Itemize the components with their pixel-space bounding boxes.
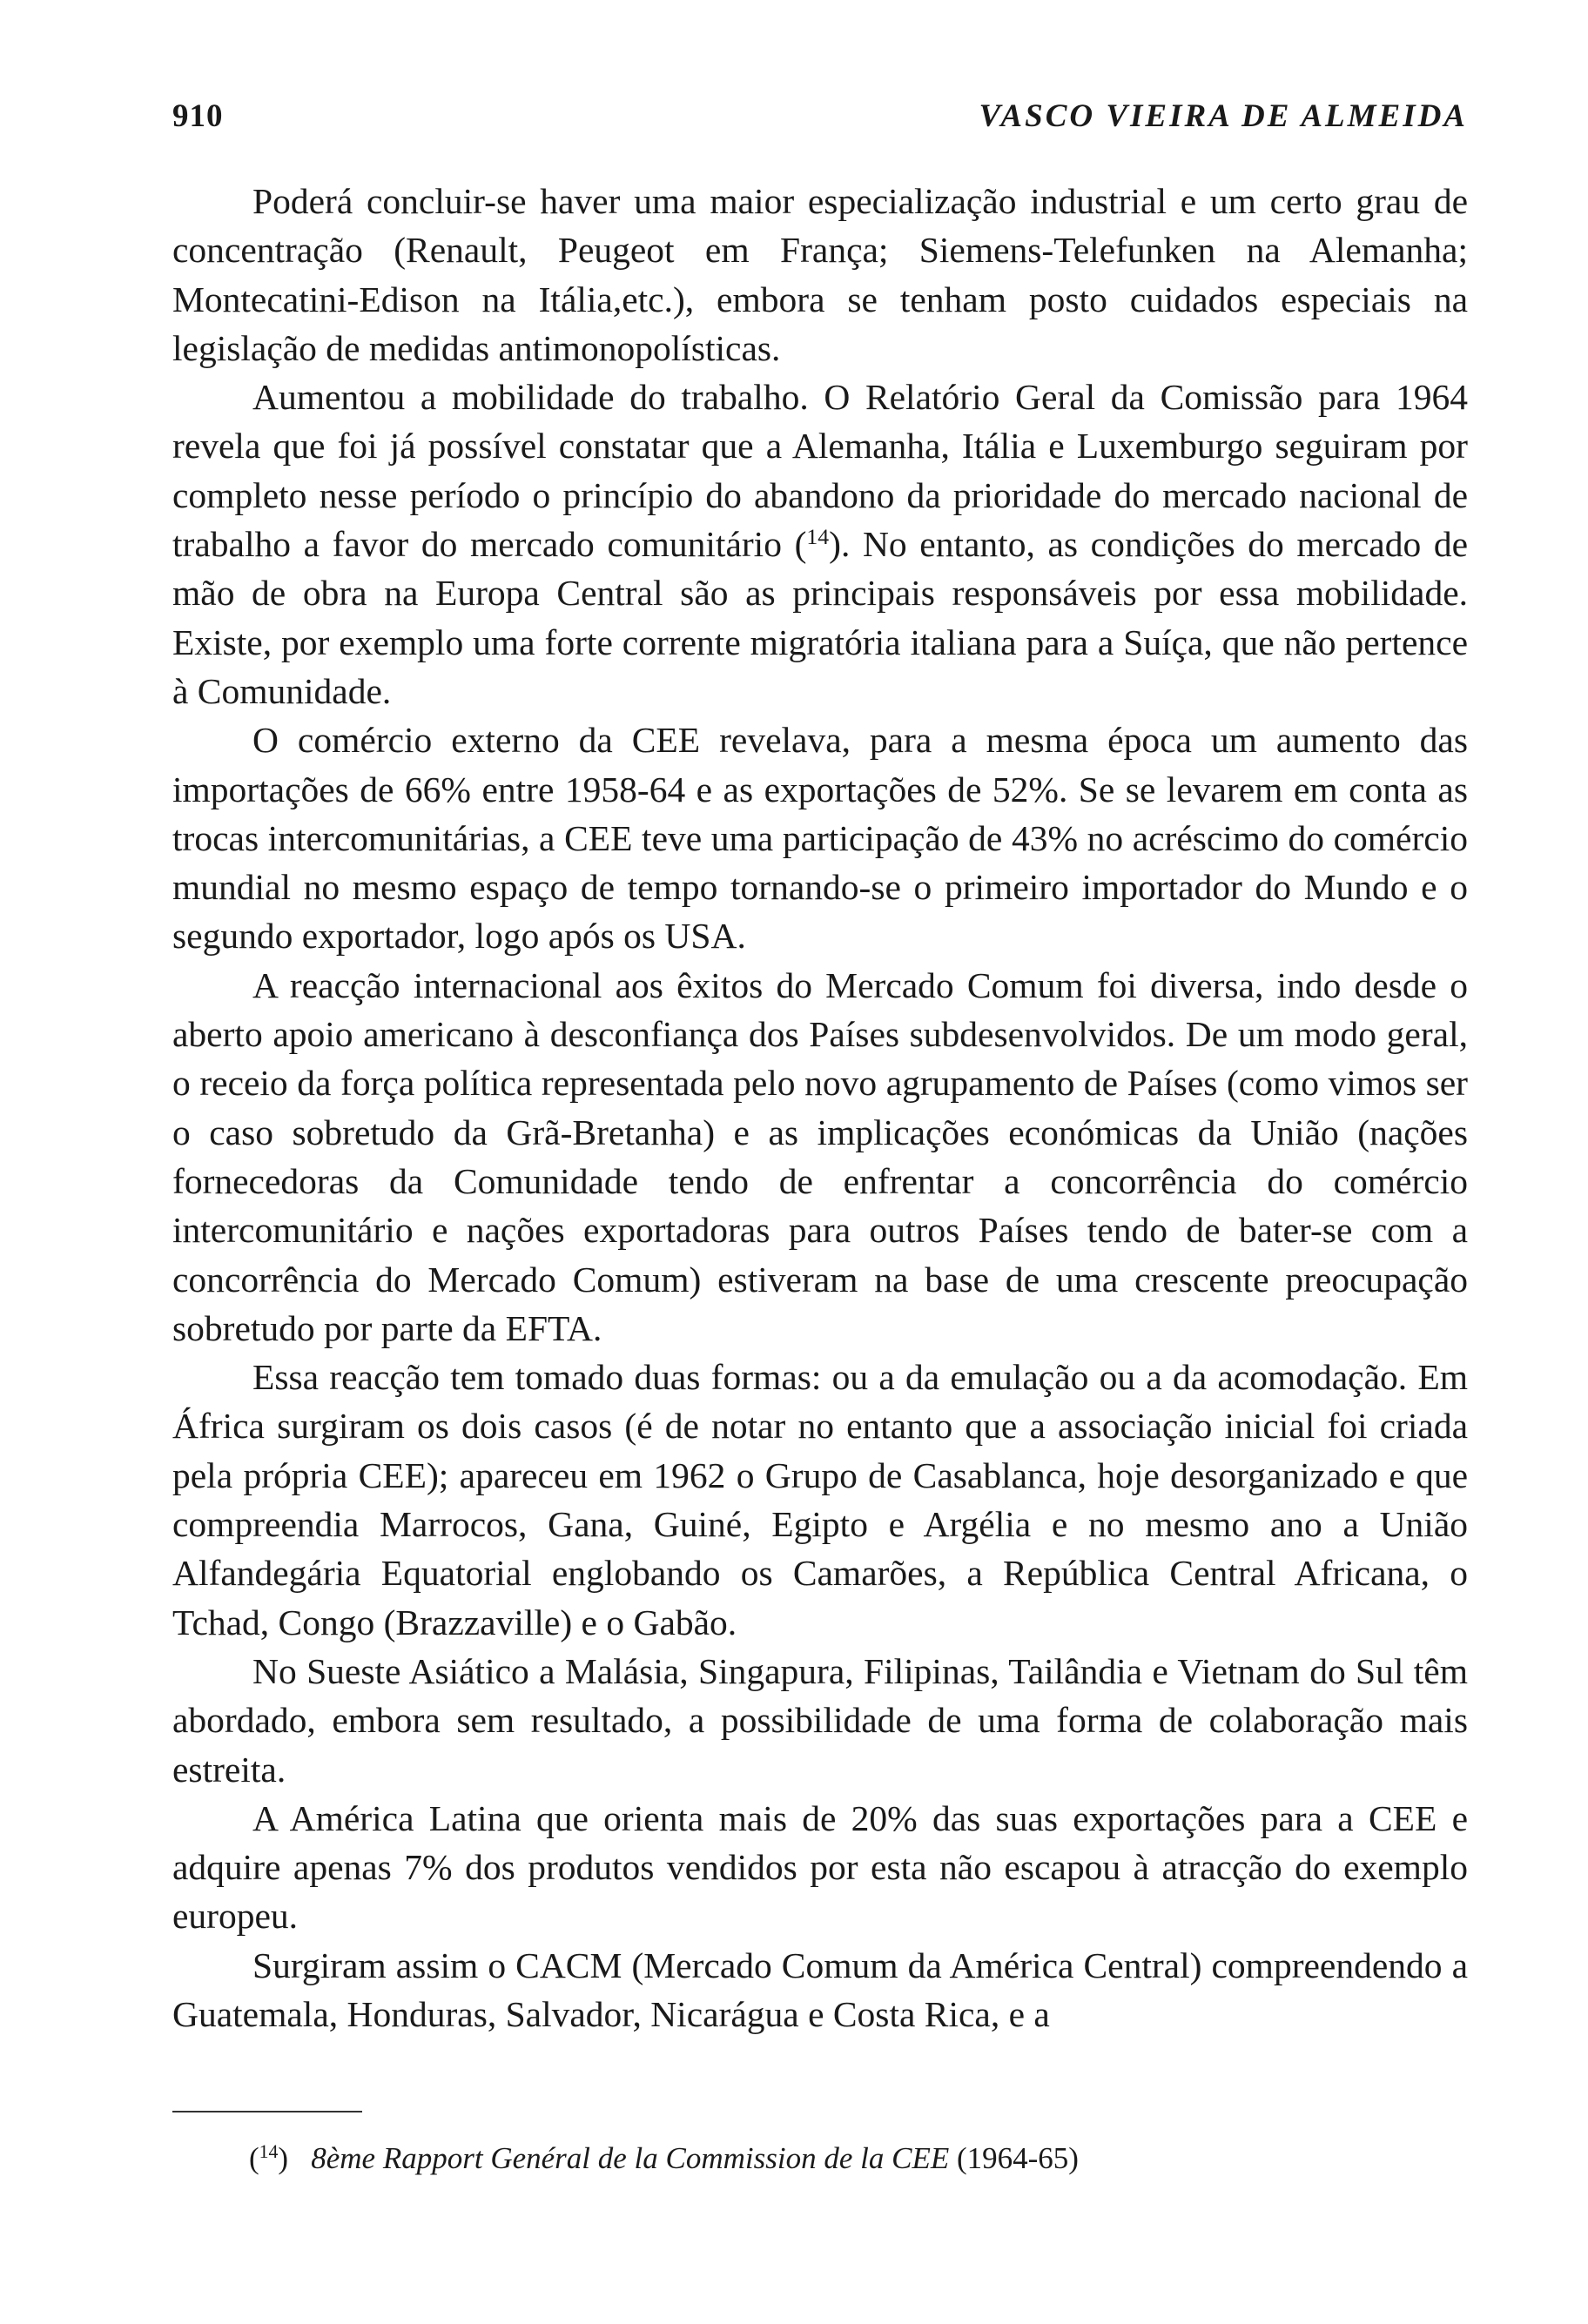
footnote-reference: 14 [806, 523, 830, 549]
footnote-years: (1964-65) [956, 2141, 1079, 2175]
page-header [172, 97, 1468, 141]
paragraph: A América Latina que orienta mais de 20% das suas exportações para a CEE e adquire apenas 7% dos produtos vendidos por esta não escapou à atracção do exemplo europeu. [172, 1797, 1468, 1937]
paragraph: A reacção internacional aos êxitos do Mercado Comum foi diversa, indo desde o aberto apoio americano à desconfiança dos Países subdesenvolvidos. De um modo geral, o receio da força política representada pelo novo agrupamento de Países (como vimos ser o caso sobretudo da Grã-Bretanha) e as implicações económicas da União (nações fornecedoras da Comunidade tendo de enfrentar a concorrência do comércio intercomunitário e nações exportadoras para outros Países tendo de bater-se com a concorrência do Mercado Comum) estiveram na base de uma crescente preocupação sobretudo por parte da EFTA. [172, 964, 1468, 1348]
page-number: 910 [172, 98, 224, 134]
footnote [249, 2139, 1381, 2178]
footnote-marker: ($^{14}$) [249, 2141, 288, 2175]
paragraph: Essa reacção tem tomado duas formas: ou a da emulação ou a da acomodação. Em África surgiram os dois casos (é de notar no entanto que a associação inicial foi criada pela própria CEE); apareceu em 1962 o Grupo de Casablanca, hoje desorganizado e que compreendia Marrocos, Gana, Guiné, Egipto e Argélia e no mesmo ano a União Alfandegária Equatorial englobando os Camarões, a República Central Africana, o Tchad, Congo (Brazzaville) e o Gabão. [172, 1357, 1468, 1642]
body-text [172, 177, 1468, 2039]
paragraph: No Sueste Asiático a Malásia, Singapura, Filipinas, Tailândia e Vietnam do Sul têm abordado, embora sem resultado, a possibilidade de uma forma de colaboração mais estreita. [172, 1650, 1468, 1790]
paragraph: O comércio externo da CEE revelava, para a mesma época um aumento das importações de 66% entre 1958-64 e as exportações de 52%. Se se levarem em conta as trocas intercomunitárias, a CEE teve uma participação de 43% no acréscimo do comércio mundial no mesmo espaço de tempo tornando-se o primeiro importador do Mundo e o segundo exportador, logo após os USA. [172, 720, 1468, 957]
paragraph-text: Aumentou a mobilidade do trabalho. O Relatório Geral da Comissão para 1964 revela que foi já possível constatar que a Alemanha, Itália e Luxemburgo seguiram por completo nesse período o princípio do abandono da prioridade do mercado nacional de trabalho a favor do mercado comunitário ( [172, 377, 1468, 565]
paragraph: Surgiram assim o CACM (Mercado Comum da América Central) compreendendo a Guatemala, Honduras, Salvador, Nicarágua e Costa Rica, e a [172, 1945, 1468, 2034]
footnote-divider [172, 2111, 362, 2112]
paragraph [172, 373, 1468, 715]
paragraph: Poderá concluir-se haver uma maior especialização industrial e um certo grau de concentração (Renault, Peugeot em França; Siemens-Telefunken na Alemanha; Montecatini-Edison na Itália,etc.), embora se tenham posto cuidados especiais na legislação de medidas antimonopolísticas. [172, 181, 1468, 368]
paragraph-text: ). No entanto, as condições do mercado de mão de obra na Europa Central são as principais responsáveis por essa mobilidade. Existe, por exemplo uma forte corrente migratória italiana para a Suíça, que não pertence à Comunidade. [172, 524, 1469, 711]
running-head-author: VASCO VIEIRA DE ALMEIDA [979, 98, 1468, 134]
footnote-title: 8ème Rapport Genéral de la Commission de la CEE [311, 2141, 950, 2175]
